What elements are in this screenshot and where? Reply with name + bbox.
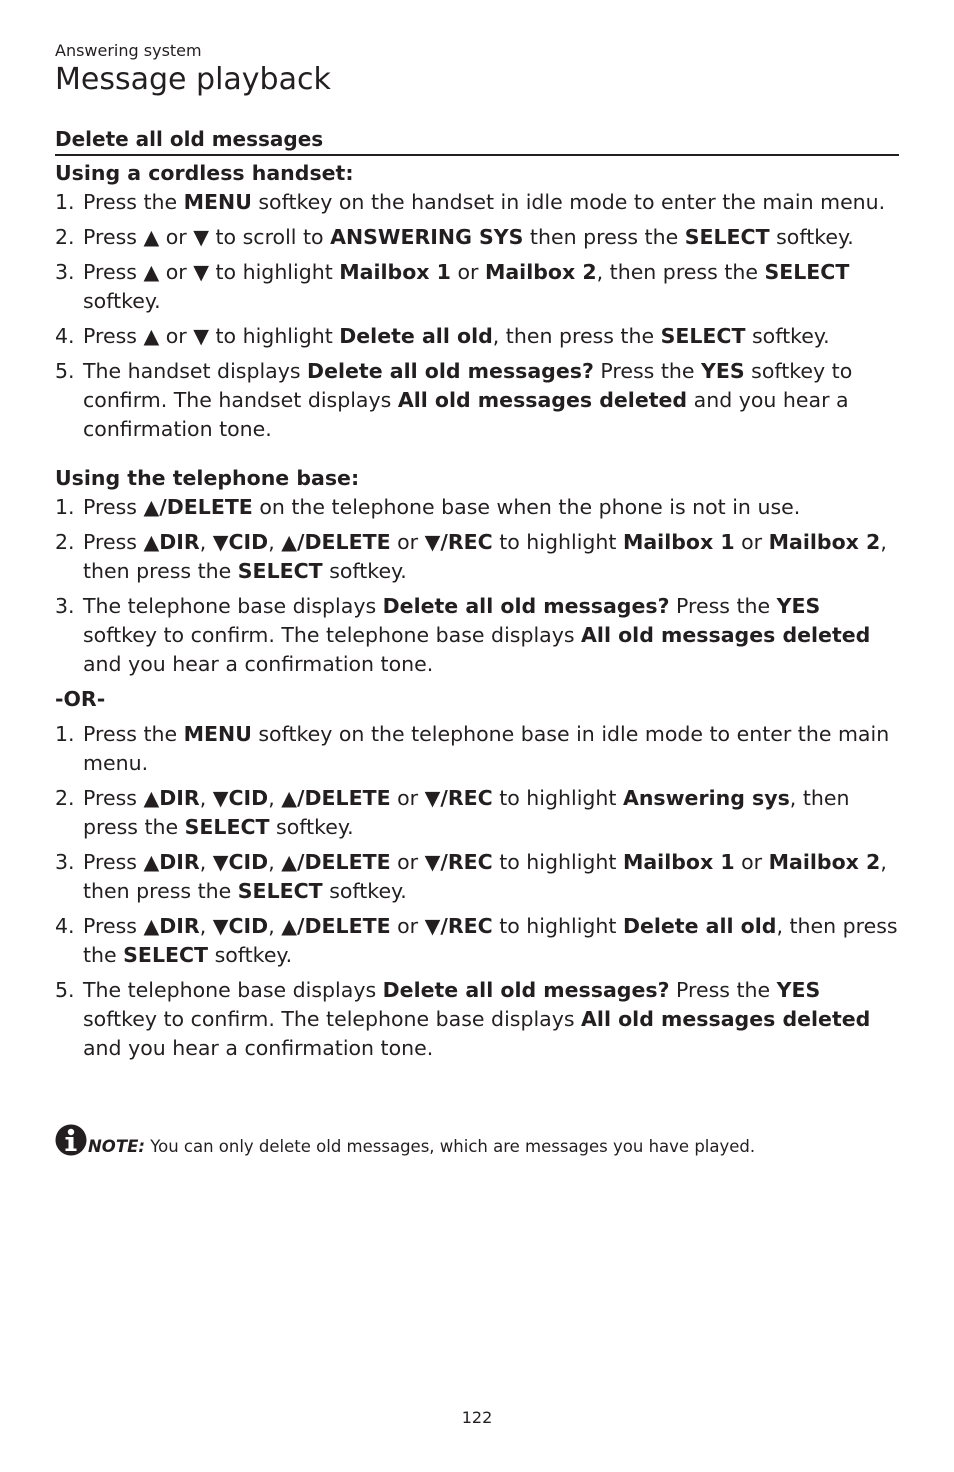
step-text: softkey to confirm. The handset displays [83,359,853,412]
key-term: All old messages deleted [581,1007,871,1031]
step-text: softkey. [269,815,354,839]
step-text: The handset displays [83,359,308,383]
step-text: Press the [669,978,777,1002]
step-text: or [734,530,769,554]
key-term: MENU [183,722,252,746]
key-term: ANSWERING SYS [330,225,524,249]
step-text: Press [83,850,144,874]
step-text: to highlight [492,530,623,554]
step-text: , then press the [83,850,887,903]
handset-steps [55,188,899,444]
step-number: 1. [55,190,75,214]
list-item [55,258,899,316]
page-title: Message playback [55,62,331,97]
step-text: Press the [83,190,184,214]
key-term: Answering sys [622,786,790,810]
key-term: Delete all old messages? [382,594,670,618]
key-term: Delete all old [339,324,493,348]
step-text: and you hear a confirmation tone. [83,1036,434,1060]
step-text: softkey to confirm. The telephone base displays [83,1007,582,1031]
step-text: Press [83,495,144,519]
instructions [55,159,899,1069]
step-text: softkey. [83,289,161,313]
key-term: SELECT [764,260,850,284]
base-steps-b [55,720,899,1063]
key-term: ▲/DELETE [281,914,391,938]
step-text: softkey. [322,879,407,903]
key-term: ▲/DELETE [281,786,391,810]
key-term: ▲DIR [143,850,200,874]
step-text: to highlight [492,786,623,810]
key-term: ▲DIR [143,786,200,810]
base-heading: Using the telephone base: [55,466,360,490]
step-number: 4. [55,914,75,938]
list-item [55,357,899,444]
step-text: , then press the [596,260,765,284]
step-text: Press [83,914,144,938]
step-text: or [450,260,485,284]
step-text: softkey. [208,943,293,967]
key-term: ▼/REC [424,530,493,554]
key-term: Mailbox 1 [622,530,735,554]
step-text: , [199,786,213,810]
subheading: Delete all old messages [55,126,899,156]
step-text: , [199,850,213,874]
step-number: 3. [55,850,75,874]
key-term: Delete all old [622,914,777,938]
step-text: Press the [669,594,777,618]
step-text: , [268,530,282,554]
step-text: , then press the [83,786,850,839]
key-term: Mailbox 2 [484,260,597,284]
step-text: Press the [593,359,702,383]
step-text: or [390,530,425,554]
key-term: MENU [183,190,252,214]
section-label: Answering system [55,41,202,60]
key-term: SELECT [660,324,746,348]
key-term: ▼CID [212,914,269,938]
key-term: ▲/DELETE [143,495,253,519]
step-number: 2. [55,225,75,249]
list-item [55,720,899,778]
key-term: ▼CID [212,530,269,554]
step-number: 2. [55,786,75,810]
step-number: 5. [55,359,75,383]
step-text: Press [83,786,144,810]
key-term: ▲DIR [143,530,200,554]
step-text: , [268,850,282,874]
list-item [55,223,899,252]
step-number: 2. [55,530,75,554]
key-term: SELECT [237,559,323,583]
note-text [88,1136,755,1158]
list-item [55,784,899,842]
step-number: 4. [55,324,75,348]
step-text: and you hear a confirmation tone. [83,652,434,676]
key-term: ▼/REC [424,850,493,874]
list-item [55,848,899,906]
step-text: on the telephone base when the phone is not in use. [252,495,801,519]
key-term: All old messages deleted [397,388,688,412]
list-item [55,592,899,679]
key-term: SELECT [237,879,323,903]
key-term: YES [701,359,745,383]
key-term: YES [776,594,821,618]
key-term: ▼CID [212,786,269,810]
step-text: Press [83,530,144,554]
step-text: softkey. [769,225,854,249]
step-text: or [734,850,769,874]
key-term: Delete all old messages? [307,359,594,383]
handset-heading: Using a cordless handset: [55,161,354,185]
key-term: SELECT [123,943,209,967]
step-text: , [268,786,282,810]
step-number: 3. [55,260,75,284]
step-number: 1. [55,722,75,746]
step-text: , [268,914,282,938]
list-item [55,976,899,1063]
step-text: , then press the [83,530,887,583]
or-separator: -OR- [55,687,106,711]
list-item [55,528,899,586]
list-item [55,912,899,970]
key-term: ▼CID [212,850,269,874]
step-text: or [390,850,425,874]
step-text: then press the [523,225,685,249]
step-text: Press ▲ or ▼ to highlight [83,324,340,348]
key-term: ▲/DELETE [281,530,391,554]
step-text: softkey on the handset in idle mode to enter the main menu. [251,190,886,214]
key-term: ▲/DELETE [281,850,391,874]
step-text: to highlight [492,914,623,938]
step-text: to highlight [492,850,623,874]
step-text: or [390,914,425,938]
key-term: YES [776,978,821,1002]
step-text: The telephone base displays [83,594,383,618]
step-text: and you hear a confirmation tone. [83,388,849,441]
step-text: The telephone base displays [83,978,383,1002]
step-text: , [199,914,213,938]
step-number: 3. [55,594,75,618]
info-icon [55,1124,87,1156]
note-body: You can only delete old messages, which are messages you have played. [144,1137,756,1156]
step-text: Press the [83,722,184,746]
key-term: SELECT [184,815,270,839]
key-term: ▼/REC [424,914,493,938]
step-text: , [199,530,213,554]
key-term: Mailbox 1 [339,260,451,284]
key-term: ▼/REC [424,786,493,810]
note-label: NOTE: [88,1137,145,1156]
key-term: Delete all old messages? [382,978,670,1002]
step-text: Press ▲ or ▼ to scroll to [83,225,331,249]
list-item [55,322,899,351]
key-term: All old messages deleted [581,623,871,647]
page-number: 122 [461,1408,493,1427]
list-item [55,493,899,522]
step-number: 1. [55,495,75,519]
list-item [55,188,899,217]
step-text: softkey to confirm. The telephone base displays [83,623,582,647]
step-text: softkey. [322,559,407,583]
key-term: Mailbox 2 [768,530,881,554]
step-text: softkey on the telephone base in idle mode to enter the main menu. [83,722,890,775]
key-term: SELECT [684,225,770,249]
key-term: Mailbox 1 [622,850,735,874]
key-term: Mailbox 2 [768,850,881,874]
base-steps-a [55,493,899,679]
step-text: , then press the [492,324,661,348]
step-text: Press ▲ or ▼ to highlight [83,260,340,284]
key-term: ▲DIR [143,914,200,938]
step-text: , then press the [83,914,898,967]
step-text: or [390,786,425,810]
step-text: softkey. [745,324,830,348]
step-number: 5. [55,978,75,1002]
